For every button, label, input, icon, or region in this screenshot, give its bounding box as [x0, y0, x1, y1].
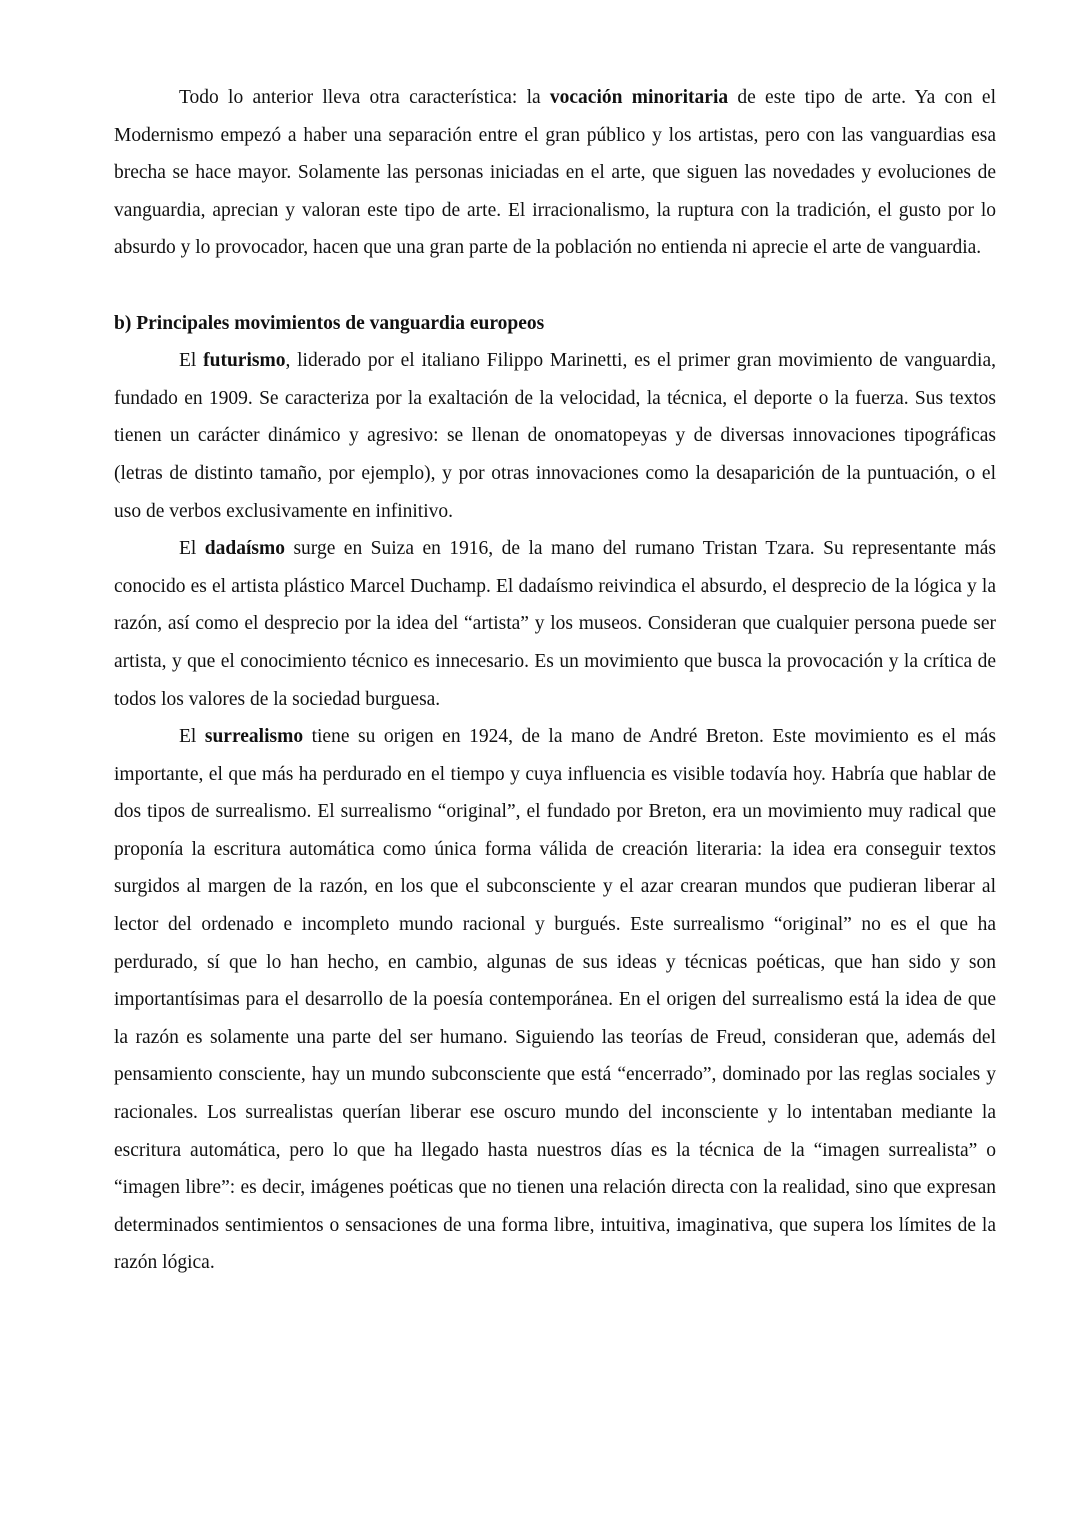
paragraph-text: El: [179, 538, 205, 560]
paragraph-text: de este tipo de arte. Ya con el Modernismo empezó a haber una separación entre el gran público y los artistas, pero con las vanguardias esa brecha se hace mayor. Solamente las personas iniciadas en el arte, que siguen las novedades y evoluciones de vanguardia, aprecian y valoran este tipo de arte. El irracionalismo, la ruptura con la tradición, el gusto por lo absurdo y lo provocador, hacen que una gran parte de la población no entienda ni aprecie el arte de vanguardia.: [114, 87, 997, 259]
paragraph-surrealismo: [114, 718, 996, 1282]
paragraph-futurismo: [114, 342, 996, 530]
paragraph-text: El: [179, 726, 205, 748]
bold-term: vocación minoritaria: [549, 87, 729, 108]
paragraph-text: Todo lo anterior lleva otra característica: la: [179, 87, 550, 108]
paragraph-dadaismo: [114, 530, 996, 718]
section-heading: b) Principales movimientos de vanguardia europeos: [114, 312, 545, 334]
paragraph-vocacion-minoritaria: [114, 79, 996, 267]
bold-term: futurismo: [203, 350, 286, 372]
paragraph-text: tiene su origen en 1924, de la mano de André Breton. Este movimiento es el más importante, el que más ha perdurado en el tiempo y cuya influencia es visible todavía hoy. Habría que hablar de dos tipos de surrealismo. El surrealismo “original”, el fundado por Breton, era un movimiento muy radical que proponía la escritura automática como única forma válida de creación literaria: la idea era conseguir textos surgidos al margen de la razón, en los que el subconsciente y el azar crearan mundos que pudieran liberar al lector del ordenado e incompleto mundo racional y burgués. Este surrealismo “original” no es el que ha perdurado, sí que lo han hecho, en cambio, algunas de sus ideas y técnicas poéticas, que han sido y son importantísimas para el desarrollo de la poesía contemporánea. En el origen del surrealismo está la idea de que la razón es solamente una parte del ser humano. Siguiendo las teorías de Freud, consideran que, además del pensamiento consciente, hay un mundo subconsciente que está “encerrado”, dominado por las reglas sociales y racionales. Los surrealistas querían liberar ese oscuro mundo del inconsciente y lo intentaban mediante la escritura automática, pero lo que ha llegado hasta nuestros días es la técnica de la “imagen surrealista” o “imagen libre”: es decir, imágenes poéticas que no tienen una relación directa con la realidad, sino que expresan determinados sentimientos o sensaciones de una forma libre, intuitiva, imaginativa, que supera los límites de la razón lógica.: [114, 726, 996, 1274]
bold-term: surrealismo: [204, 726, 304, 748]
paragraph-text: El: [179, 350, 204, 372]
paragraph-text: surge en Suiza en 1916, de la mano del rumano Tristan Tzara. Su representante más conocido es el artista plástico Marcel Duchamp. El dadaísmo reivindica el absurdo, el desprecio de la lógica y la razón, así como el desprecio por la idea del “artista” y los museos. Consideran que cualquier persona puede ser artista, y que el conocimiento técnico es innecesario. Es un movimiento que busca la provocación y la crítica de todos los valores de la sociedad burguesa.: [114, 538, 996, 710]
bold-term: dadaísmo: [204, 538, 285, 560]
document-page: [114, 79, 996, 1282]
paragraph-text: , liderado por el italiano Filippo Marinetti, es el primer gran movimiento de vanguardia, fundado en 1909. Se caracteriza por la exaltación de la velocidad, la técnica, el deporte o la fuerza. Sus textos tienen un carácter dinámico y agresivo: se llenan de onomatopeyas y de diversas innovaciones tipográficas (letras de distinto tamaño, por ejemplo), y por otras innovaciones como la desaparición de la puntuación, o el uso de verbos exclusivamente en infinitivo.: [114, 350, 996, 522]
